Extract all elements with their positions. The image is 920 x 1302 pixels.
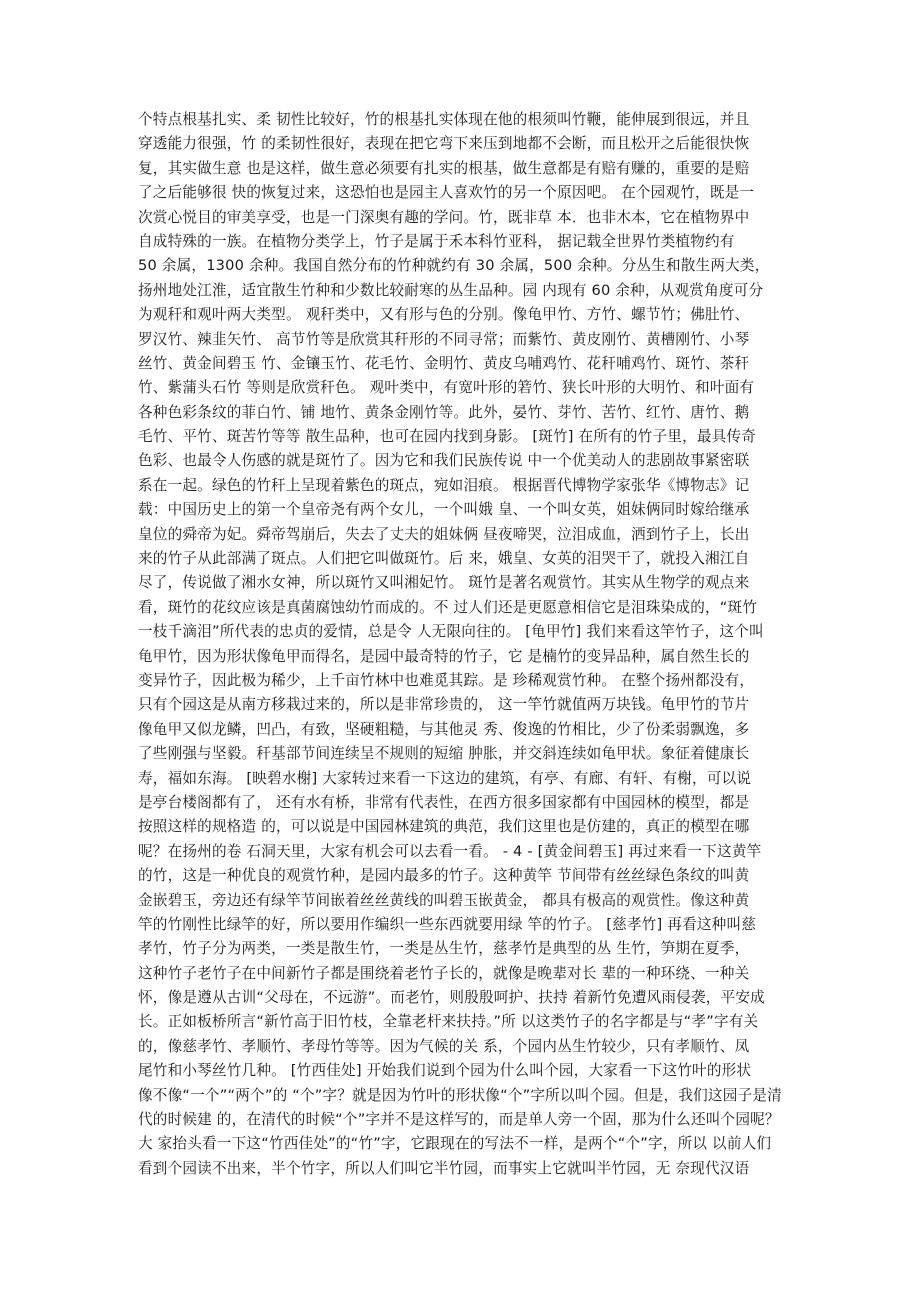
text-line: 长。正如板桥所言“新竹高于旧竹枝，全靠老杆来扶持。”所 以这类竹子的名字都是与“孝”字有关 (138, 1013, 759, 1031)
text-line: 丝竹、黄金间碧玉 竹、金镶玉竹、花毛竹、金明竹、黄皮乌哺鸡竹、花秆哺鸡竹、斑竹、茶秆 (138, 354, 750, 372)
text-line: 50 余属，1300 余种。我国自然分布的竹种就约有 30 余属，500 余种。分丛生和散生两大类， (138, 257, 770, 275)
text-line: 大 家抬头看一下这“竹西佳处”的“竹”字，它跟现在的写法不一样，是两个“个”字，所以 以前人们 (138, 1135, 772, 1153)
text-line: 这种竹子老竹子在中间新竹子都是围绕着老竹子长的，就像是晚辈对长 辈的一种环绕、一种关 (138, 964, 750, 982)
text-line: 系在一起。绿色的竹秆上呈现着紫色的斑点，宛如泪痕。 根据晋代博物学家张华《博物志》记 (138, 476, 750, 494)
text-line: 个特点根基扎实、柔 韧性比较好，竹的根基扎实体现在他的根须叫竹鞭，能伸展到很远，并且 (138, 111, 750, 128)
text-line: 变异竹子，因此极为稀少，上千亩竹林中也难觅其踪。是 珍稀观赏竹种。 在整个扬州都没有， (138, 671, 755, 689)
text-line: 皇位的舜帝为妃。舜帝驾崩后，失去了丈夫的姐妹俩 昼夜啼哭，泣泪成血，洒到竹子上，长出 (138, 525, 750, 543)
text-line: 穿透能力很强，竹 的柔韧性很好，表现在把它弯下来压到地都不会断，而且松开之后能很快恢 (138, 135, 750, 153)
text-line: 载：中国历史上的第一个皇帝尧有两个女儿，一个叫娥 皇、一个叫女英，姐妹俩同时嫁给继承 (138, 501, 750, 519)
text-line: 的，像慈孝竹、孝顺竹、孝母竹等等。因为气候的关 系，个园内丛生竹较少，只有孝顺竹、凤 (138, 1037, 750, 1055)
text-line: 看，斑竹的花纹应该是真菌腐蚀幼竹而成的。不 过人们还是更愿意相信它是泪珠染成的，“斑竹 (138, 598, 758, 616)
text-line: 罗汉竹、辣韭矢竹、 高节竹等是欣赏其秆形的不同寻常；而紫竹、黄皮刚竹、黄槽刚竹、小琴 (138, 330, 750, 348)
text-line: 孝竹，竹子分为两类，一类是散生竹，一类是丛生竹，慈孝竹是典型的丛 生竹，笋期在夏季， (138, 940, 750, 958)
text-line: 次赏心悦目的审美享受，也是一门深奥有趣的学问。竹，既非草 本．也非木本，它在植物界中 (138, 208, 750, 226)
text-line: 像不像“一个”“两个”的 “个”字？就是因为竹叶的形状像“个”字所以叫个园。但是，我们这园子是清 (138, 1086, 782, 1104)
text-line: 寿，福如东海。 [映碧水榭] 大家转过来看一下这边的建筑，有亭、有廊、有轩、有榭，可以说 (138, 769, 752, 787)
text-line: 只有个园这是从南方移栽过来的，所以是非常珍贵的， 这一竿竹就值两万块钱。龟甲竹的节片 (138, 696, 750, 714)
body-text (138, 108, 786, 1181)
text-line: 自成特殊的一族。在植物分类学上，竹子是属于禾本科竹亚科， 据记载全世界竹类植物约有 (138, 232, 735, 250)
text-line: 按照这样的规格造 的，可以说是中国园林建筑的典范，我们这里也是仿建的，真正的模型在哪 (138, 818, 750, 836)
text-line: 各种色彩条纹的菲白竹、铺 地竹、黄条金刚竹等。此外，晏竹、芽竹、苦竹、红竹、唐竹、鹅 (138, 403, 750, 421)
text-line: 来的竹子从此部满了斑点。人们把它叫做斑竹。后 来，娥皇、女英的泪哭干了，就投入湘江自 (138, 550, 750, 568)
text-line: 怀，像是遵从古训“父母在，不远游”。而老竹，则殷殷呵护、扶持 着新竹免遭风雨侵袭，平安成 (138, 989, 765, 1007)
text-line: 为观秆和观叶两大类型。 观秆类中，又有形与色的分别。像龟甲竹、方竹、螺节竹；佛肚竹、 (138, 306, 750, 324)
text-line: 了之后能够很 快的恢复过来，这恐怕也是园主人喜欢竹的另一个原因吧。 在个园观竹，既是一 (138, 184, 755, 202)
text-line: 代的时候建 的，在清代的时候“个”字并不是这样写的，而是单人旁一个固，那为什么还叫个园呢？ (138, 1111, 780, 1129)
text-line: 看到个园读不出来，半个竹字，所以人们叫它半竹园，而事实上它就叫半竹园，无 奈现代汉语 (138, 1159, 750, 1177)
text-line: 龟甲竹，因为形状像龟甲而得名，是园中最奇特的竹子，它 是楠竹的变异品种，属自然生长的 (138, 647, 750, 665)
text-line: 一枝千滴泪”所代表的忠贞的爱情，总是令 人无限向往的。 [龟甲竹] 我们来看这竿竹子，这个叫 (138, 623, 764, 641)
text-line: 竿的竹刚性比绿竿的好，所以要用作编织一些东西就要用绿 竿的竹子。 [慈孝竹] 再看这种叫慈 (138, 915, 757, 933)
text-line: 毛竹、平竹、斑苦竹等等 散生品种，也可在园内找到身影。 [斑竹] 在所有的竹子里，最具传奇 (138, 428, 757, 446)
text-line: 金嵌碧玉，旁边还有绿竿节间嵌着丝丝黄线的叫碧玉嵌黄金， 都具有极高的观赏性。像这种黄 (138, 891, 750, 909)
text-line: 是亭台楼阁都有了， 还有水有桥，非常有代表性，在西方很多国家都有中国园林的模型，都是 (138, 793, 750, 811)
text-line: 尾竹和小琴丝竹几种。 [竹西佳处] 开始我们说到个园为什么叫个园，大家看一下这竹叶的形状 (138, 1062, 752, 1080)
text-line: 复，其实做生意 也是这样，做生意必须要有扎实的根基，做生意都是有赔有赚的，重要的是赔 (138, 159, 750, 177)
text-line: 的竹，这是一种优良的观赏竹种，是园内最多的竹子。这种黄竿 节间带有丝丝绿色条纹的叫黄 (138, 867, 750, 885)
text-line: 呢？在扬州的卷 石洞天里，大家有机会可以去看一看。 - 4 - [黄金间碧玉] 再过来看一下这黄竿 (138, 842, 762, 860)
text-line: 了些刚强与坚毅。秆基部节间连续呈不规则的短缩 肿胀，并交斜连续如龟甲状。象征着健康长 (138, 745, 750, 763)
text-line: 扬州地处江淮，适宜散生竹种和少数比较耐寒的丛生品种。园 内现有 60 余种，从观赏角度可分 (138, 281, 764, 299)
text-line: 竹、紫蒲头石竹 等则是欣赏秆色。 观叶类中，有宽叶形的箬竹、狭长叶形的大明竹、和叶面有 (138, 379, 755, 397)
text-line: 像龟甲又似龙鳞，凹凸，有致，坚硬粗糙，与其他灵 秀、俊逸的竹相比，少了份柔弱飘逸，多 (138, 720, 750, 738)
text-line: 色彩、也最令人伤感的就是斑竹了。因为它和我们民族传说 中一个优美动人的悲剧故事紧密联 (138, 452, 750, 470)
text-line: 尽了，传说做了湘水女神，所以斑竹又叫湘妃竹。 斑竹是著名观赏竹。其实从生物学的观点来 (138, 574, 750, 592)
